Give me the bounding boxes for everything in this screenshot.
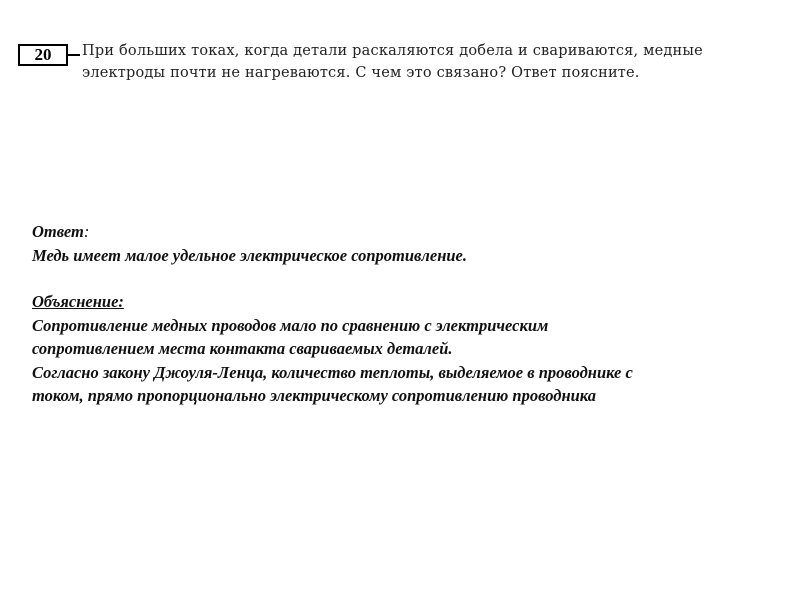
- answer-label-text: Ответ: [32, 222, 84, 241]
- explanation-line-4: током, прямо пропорционально электрическому сопротивлению проводника: [32, 386, 597, 405]
- answer-label: [32, 220, 782, 244]
- explanation-line-2: сопротивлением места контакта свариваемых деталей.: [32, 339, 453, 358]
- question-number-connector: [66, 54, 80, 56]
- question-line-2: электроды почти не нагреваются. С чем это связано? Ответ поясните.: [82, 65, 640, 81]
- answer-text: Медь имеет малое удельное электрическое сопротивление.: [32, 245, 467, 265]
- explanation-line-3: Согласно закону Джоуля-Ленца, количество теплоты, выделяемое в проводнике с: [32, 362, 633, 382]
- explanation-line-1: Сопротивление медных проводов мало по сравнению с электрическим: [32, 315, 549, 335]
- answer-label-colon: :: [83, 222, 90, 241]
- answer-block: [32, 220, 782, 408]
- question-number-box: 20: [18, 44, 68, 66]
- question-text: [82, 40, 782, 84]
- explanation-label: Объяснение:: [32, 292, 124, 311]
- question-line-1: При больших токах, когда детали раскаляются добела и свариваются, медные: [82, 43, 703, 59]
